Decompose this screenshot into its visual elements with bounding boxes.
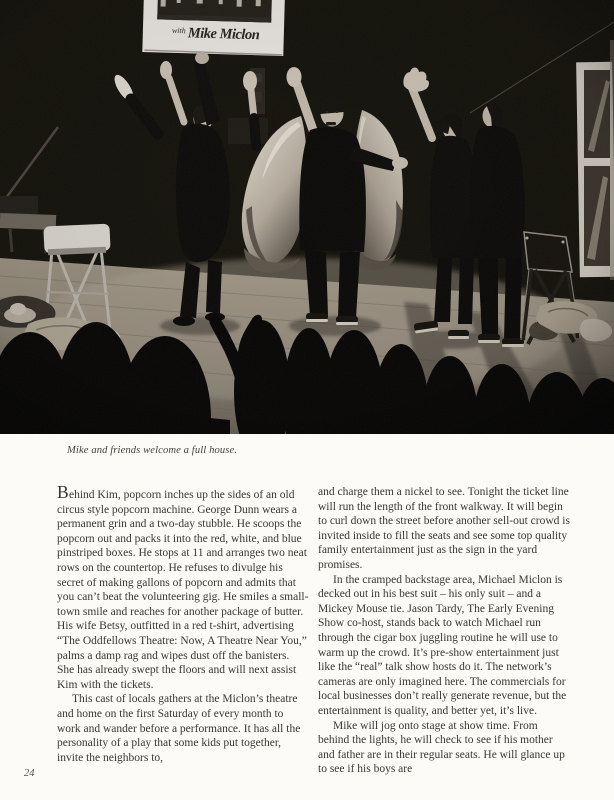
paragraph: This cast of locals gathers at the Miclon’s theatre and home on the first Saturday of every month to work and wander before a performance. It has all the personality of a play that some kids put together, invite the neighbors to, xyxy=(57,693,301,764)
photo-caption: Mike and friends welcome a full house. xyxy=(67,445,238,456)
drop-initial: B xyxy=(57,482,69,502)
paragraph: Mike will jog onto stage at show time. From behind the lights, he will check to see if his mother and father are in their regular seats. He will glance up to see if his boys are xyxy=(318,719,565,776)
paragraph: Behind Kim, popcorn inches up the sides of an old circus style popcorn machine. George Dunn wears a permanent grin and a two-day stubble. He scoops the popcorn out and packs it into the red, white, and blue pinstriped boxes. He stops at 11 and arranges two neat rows on the countertop. He refuses to divulge his secret of making gallons of popcorn and admits that you can’t beat the volunteering gig. He smiles a small-town smile and reaches for another package of butter. His wife Betsy, outfitted in a red t-shirt, advertising “The Oddfellows Theatre: Now, A Theatre Near You,” palms a damp rag and wipes dust off the banisters. She has already swept the floors and will next assist Kim with the tickets. xyxy=(57,482,309,691)
text-column-right xyxy=(318,485,570,777)
text-column-left xyxy=(57,482,309,765)
paragraph: In the cramped backstage area, Michael Miclon is decked out in his best suit – his only suit – and a Mickey Mouse tie. Jason Tardy, The Early Evening Show co-host, stands back to watch Michael run through the cigar box juggling routine he will use to warm up the crowd. It’s pre-show entertainment just like the “real” talk show hosts do it. The network’s cameras are only imagined here. The commercials for local businesses don’t really generate revenue, but the entertainment is quality, and better yet, it’s live. xyxy=(318,573,567,717)
paragraph: and charge them a nickel to see. Tonight the ticket line will run the length of the front walkway. It will begin to curl down the street before another sell-out crowd is invited inside to fill the seats and see some top quality family entertainment just as the sign in the yard promises. xyxy=(318,486,570,571)
page-number: 24 xyxy=(24,768,35,779)
